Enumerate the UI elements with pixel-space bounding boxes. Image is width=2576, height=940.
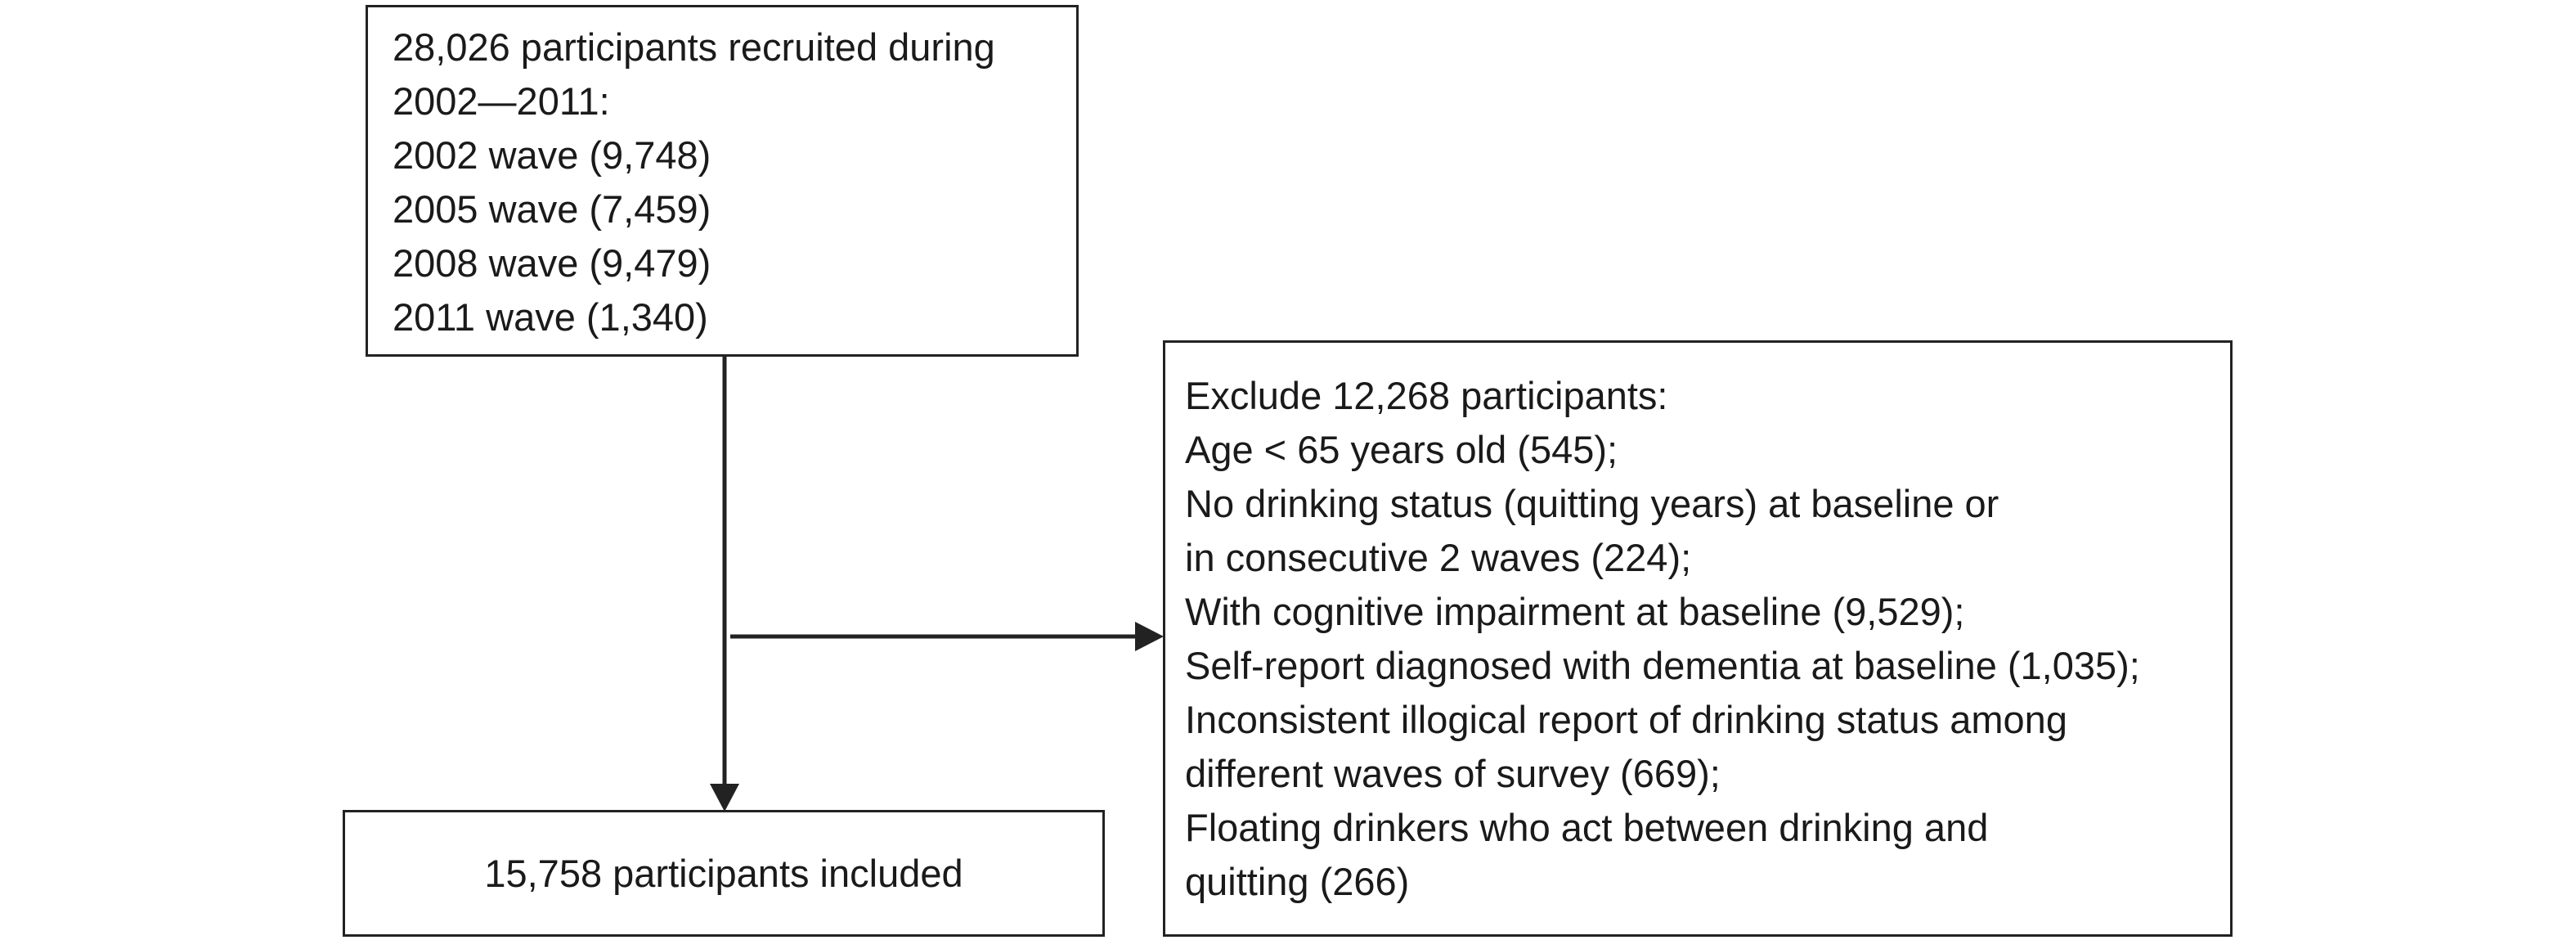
right-arrowhead — [1135, 622, 1164, 651]
excluded-line: Exclude 12,268 participants: — [1185, 374, 1668, 417]
excluded-line: Inconsistent illogical report of drinking status among — [1185, 698, 2067, 741]
excluded-line: Floating drinkers who act between drinking and — [1185, 806, 1989, 849]
recruited-line: 28,026 participants recruited during — [393, 25, 995, 69]
excluded-line: in consecutive 2 waves (224); — [1185, 536, 1692, 579]
recruited-line: 2005 wave (7,459) — [393, 187, 711, 231]
recruited-line: 2011 wave (1,340) — [393, 295, 708, 339]
excluded-line: quitting (266) — [1185, 860, 1410, 903]
excluded-line: Age < 65 years old (545); — [1185, 428, 1618, 471]
excluded-line: Self-report diagnosed with dementia at baseline (1,035); — [1185, 644, 2140, 687]
recruited-line: 2008 wave (9,479) — [393, 241, 711, 285]
excluded-line: With cognitive impairment at baseline (9,529); — [1185, 590, 1965, 633]
down-arrowhead — [710, 784, 739, 812]
recruited-line: 2002 wave (9,748) — [393, 133, 711, 177]
excluded-line: No drinking status (quitting years) at baseline or — [1185, 482, 1999, 525]
recruited-line: 2002—2011: — [393, 79, 610, 123]
included-text: 15,758 participants included — [484, 851, 963, 895]
excluded-line: different waves of survey (669); — [1185, 752, 1721, 795]
